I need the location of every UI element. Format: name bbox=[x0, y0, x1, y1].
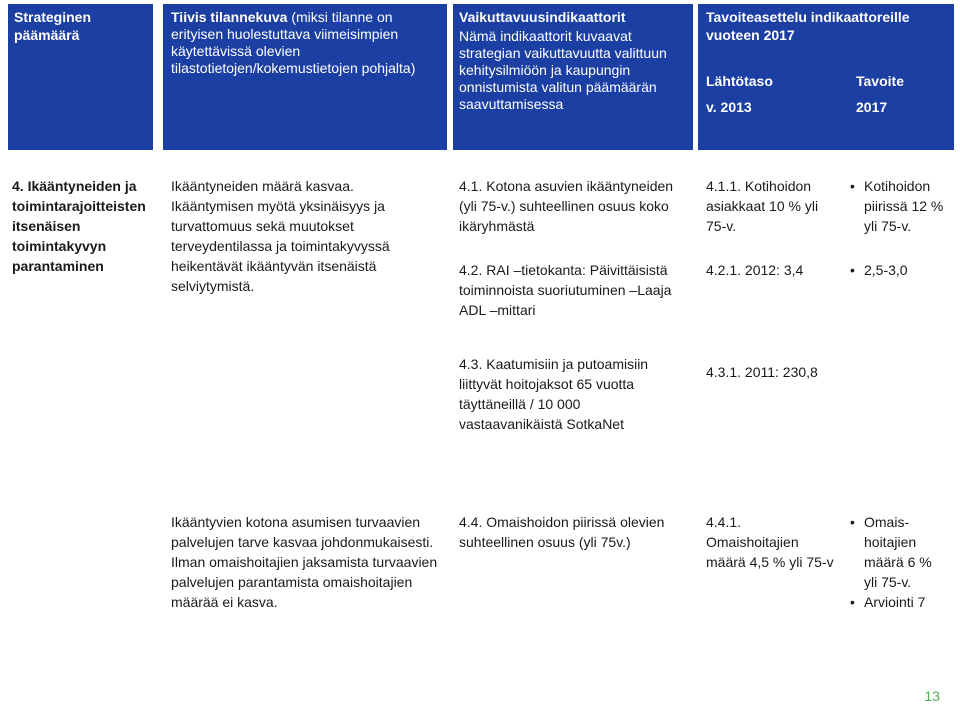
target-item-1: • Kotihoidon piirissä 12 % yli 75-v. bbox=[848, 176, 956, 260]
header-indicators bbox=[453, 4, 693, 150]
header-indicators-title: Vaikuttavuusindikaattorit bbox=[459, 9, 626, 25]
target-cell-1 bbox=[848, 176, 956, 280]
target-item-2: • 2,5-3,0 bbox=[848, 260, 956, 280]
baseline-cell-2 bbox=[698, 358, 828, 386]
header-targets bbox=[698, 4, 954, 150]
header-situation bbox=[163, 4, 447, 150]
header-baseline-title: Lähtötaso bbox=[706, 73, 773, 89]
situation-cell-1 bbox=[163, 172, 447, 300]
target-list-3 bbox=[848, 512, 956, 612]
header-indicators-desc: Nämä indikaattorit kuvaavat strategian vaikuttavuutta valittuun kehitysilmiöön ja kaupungin onnistumista valitun päämäärän saavuttamisessa bbox=[459, 28, 667, 112]
indicator-4-1: 4.1. Kotona asuvien ikääntyneiden (yli 75-v.) suhteellinen osuus koko ikäryhmästä bbox=[459, 178, 674, 234]
target-item-4: • Arviointi 7 bbox=[848, 592, 956, 612]
indicator-cell-1 bbox=[453, 172, 693, 324]
header-target-year: 2017 bbox=[856, 99, 888, 115]
header-baseline bbox=[706, 72, 836, 116]
baseline-4-2-1: 4.2.1. 2012: 3,4 bbox=[706, 262, 804, 278]
baseline-cell-1 bbox=[698, 172, 828, 284]
header-baseline-year: v. 2013 bbox=[706, 99, 752, 115]
baseline-4-3-1: 4.3.1. 2011: 230,8 bbox=[706, 364, 818, 380]
strategic-goal-text: 4. Ikääntyneiden ja toimintarajoitteisten itsenäisen toimintakyvyn parantaminen bbox=[12, 178, 146, 274]
header-situation-desc: (miksi tilanne on erityisen huolestuttava viimeisimpien käytettävissä olevien tilastotietojen/kokemustietojen pohjalta) bbox=[171, 9, 416, 76]
indicator-4-2: 4.2. RAI –tietokanta: Päivittäisistä toiminnoista suoriutuminen –Laaja ADL –mittari bbox=[459, 262, 672, 318]
target-list-1 bbox=[848, 176, 956, 280]
target-cell-3 bbox=[848, 512, 956, 612]
header-strategic-goal bbox=[8, 4, 153, 150]
situation-text-1: Ikääntyneiden määrä kasvaa. Ikääntymisen myötä yksinäisyys ja turvattomuus sekä muutokset terveydentilassa ja toimintakyvyssä heikentävät ikääntyvän itsenäistä selviytymistä. bbox=[171, 178, 390, 294]
indicator-4-3: 4.3. Kaatumisiin ja putoamisiin liittyvät hoitojaksot 65 vuotta täyttäneillä / 10 000 vastaavanikäistä SotkaNet bbox=[459, 356, 649, 432]
indicator-cell-3 bbox=[453, 508, 693, 556]
situation-cell-2 bbox=[163, 508, 447, 616]
header-target bbox=[856, 72, 946, 116]
baseline-cell-3 bbox=[698, 508, 843, 576]
header-strategic-goal-title: Strateginen päämäärä bbox=[14, 9, 92, 43]
indicator-4-4: 4.4. Omaishoidon piirissä olevien suhteellinen osuus (yli 75v.) bbox=[459, 514, 665, 550]
goal-cell bbox=[8, 172, 158, 280]
baseline-4-4-1: 4.4.1. Omaishoitajien määrä 4,5 % yli 75-v bbox=[706, 514, 834, 570]
header-target-title: Tavoite bbox=[856, 73, 904, 89]
page-number: 13 bbox=[924, 688, 940, 704]
situation-text-2: Ikääntyvien kotona asumisen turvaavien palvelujen tarve kasvaa johdonmukaisesti. Ilman omaishoitajien jaksamista turvaavien palvelujen parantamista omaishoitajien määrää ei kasva. bbox=[171, 514, 438, 610]
baseline-4-1-1: 4.1.1. Kotihoidon asiakkaat 10 % yli 75-v. bbox=[706, 178, 819, 234]
header-situation-title: Tiivis tilannekuva bbox=[171, 9, 288, 25]
header-targets-title: Tavoiteasettelu indikaattoreille vuoteen 2017 bbox=[706, 9, 910, 43]
indicator-cell-2 bbox=[453, 350, 693, 438]
target-item-3: • Omais-hoitajien määrä 6 % yli 75-v. bbox=[848, 512, 944, 592]
header-situation-text bbox=[171, 8, 439, 77]
